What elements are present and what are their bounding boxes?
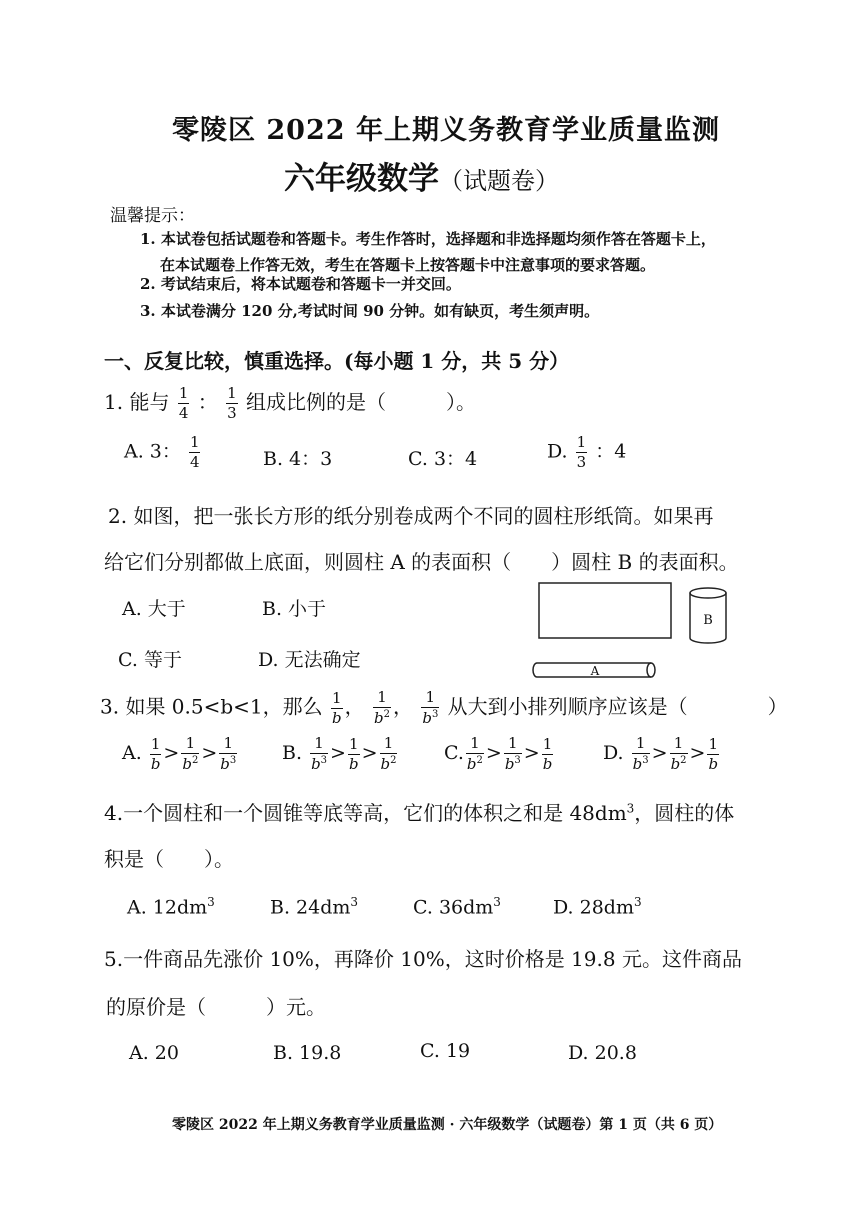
q4-opt-b-sup: 3 [350,895,359,909]
cylinder-b [690,588,726,643]
q1-opt-d-fraction [576,435,588,470]
q3-opt-label: D. [603,742,624,764]
tip-1-cont: 在本试题卷上作答无效，考生在答题卡上按答题卡中注意事项的要求答题。 [160,256,656,274]
q3-var: b [182,755,192,773]
q1-prefix: 1. 能与 [104,390,170,414]
q3-exp: 3 [431,709,439,720]
q3-var: b [632,755,643,773]
q3-frac-1b [331,688,343,727]
q3-gt: > [651,742,668,764]
q3-d-f1 [632,736,650,772]
question-2-line-1: 2. 如图，把一张长方形的纸分别卷成两个不同的圆柱形纸筒。如果再 [108,504,714,528]
q3-gt: > [689,742,706,764]
q3-num: 1 [349,734,359,753]
q3-d-f3 [707,734,719,773]
q3-opt-label: B. [282,742,303,764]
q3-b-f1 [310,736,328,772]
q4-line1-sup: 3 [626,801,635,816]
q3-num: 1 [470,734,480,752]
subject-title [284,153,559,198]
q2-option-c: C. 等于 [118,649,182,671]
q3-frac-1b2 [373,690,391,726]
q3-gt: > [163,742,180,764]
q3-var: b [373,709,384,727]
question-4-line-2: 积是（ ）。 [104,847,234,871]
paper-rectangle [539,583,671,638]
q3-num: 1 [542,734,553,753]
q3-exp: 3 [229,755,237,766]
q3-var: b [504,755,515,773]
q3-sep: ， [392,694,413,719]
q3-exp: 2 [680,755,687,766]
q3-opt-label: C. [444,742,464,764]
q3-a-f1 [150,734,162,773]
q3-b-f3 [380,736,398,772]
q3-c-f1 [466,736,484,772]
question-4-line-1 [104,797,734,826]
q3-gt: > [485,742,502,764]
q4-option-a [127,895,215,918]
q1-f2-den: 3 [227,404,237,422]
q5-option-a: A. 20 [129,1042,179,1064]
q3-c-f3 [542,734,554,773]
q3-num: 1 [150,734,161,753]
q3-den: b [542,754,553,773]
q3-prefix: 3. 如果 0.5<b<1，那么 [100,694,323,719]
q5-option-b: B. 19.8 [273,1042,342,1064]
q3-den: b [348,754,359,773]
exam-title: 零陵区 2022 年上期义务教育学业质量监测 [172,115,720,146]
q4-opt-b-text: B. 24dm [270,896,351,919]
q1-option-d [547,435,626,470]
q4-line1-post: ，圆柱的体 [634,801,735,825]
subject-suffix: （试题卷） [439,167,559,195]
q3-exp: 2 [383,709,390,720]
cylinder-a-label: A [590,664,600,678]
tips-heading: 温馨提示： [110,206,195,226]
q4-opt-a-text: A. 12dm [127,896,208,919]
question-5-line-2: 的原价是（ ）元。 [106,995,326,1019]
q3-num: 1 [635,734,646,752]
q3-exp: 2 [476,755,483,766]
q3-var: b [311,755,321,773]
q3-b-f2 [348,734,360,773]
q1-opt-a-fraction [189,435,201,470]
q4-line1-pre: 4.一个圆柱和一个圆锥等底等高，它们的体积之和是 48dm [104,801,627,825]
q2-option-b: B. 小于 [262,598,327,620]
cylinder-b-label: B [703,613,713,628]
q3-option-b [282,736,399,772]
q3-a-f3 [219,736,237,772]
tip-2: 2. 考试结束后，将本试题卷和答题卡一并交回。 [140,275,461,293]
q3-option-d [603,736,721,772]
q3-option-a [122,736,239,772]
q3-exp: 2 [191,755,199,766]
q4-opt-c-text: C. 36dm [413,896,494,919]
q1-colon: ： [197,390,218,414]
tip-3: 3. 本试卷满分 120 分,考试时间 90 分钟。如有缺页，考生须声明。 [140,302,600,320]
q1-option-b: B. 4：3 [263,448,333,470]
q3-num: 1 [383,734,394,752]
q1-opt-a-den: 4 [189,453,200,471]
q4-option-b [270,895,358,918]
q3-var: b [466,755,477,773]
q3-gt: > [361,742,378,764]
q3-gt: > [523,742,540,764]
q4-opt-d-text: D. 28dm [553,896,634,919]
question-5-line-1: 5.一件商品先涨价 10%，再降价 10%，这时价格是 19.8 元。这件商品 [104,947,742,971]
q3-d-f2 [670,736,688,772]
question-2-line-2: 给它们分别都做上底面，则圆柱 A 的表面积（ ）圆柱 B 的表面积。 [104,550,739,574]
q1-option-a [124,435,202,470]
q3-frac-1b3 [421,690,439,726]
q3-var: b [380,755,391,773]
subject-name: 六年级数学 [284,161,439,197]
q1-opt-d-label: D. [547,440,568,463]
q3-sep: ， [344,694,365,719]
q3-suffix: 从大到小排列顺序应该是（ ） [447,694,788,719]
q1-f1-num: 1 [178,384,189,402]
q3-num: 1 [673,734,684,752]
q1-opt-d-post: ：4 [595,440,627,463]
q3-exp: 3 [642,755,649,766]
q3-num: 1 [377,688,387,706]
q3-exp: 3 [514,755,521,766]
page-footer: 零陵区 2022 年上期义务教育学业质量监测 · 六年级数学（试题卷）第 1 页（共 6 页） [172,1117,723,1133]
q3-den: b [708,754,719,773]
q3-var: b [220,755,230,773]
q1-fraction-1 [178,386,190,421]
q4-opt-c-sup: 3 [493,895,501,909]
q3-var: b [422,709,432,727]
q3-num: 1 [708,734,719,753]
q4-opt-d-sup: 3 [634,895,642,909]
q3-num: 1 [223,734,234,752]
q1-opt-a-text: A. 3： [124,440,181,463]
q4-option-d [553,895,642,918]
q3-num: 1 [332,688,342,707]
question-1 [104,386,476,421]
q3-num: 1 [508,734,518,752]
q5-option-d: D. 20.8 [568,1042,637,1064]
q3-option-c [444,736,555,772]
q3-opt-label: A. [122,742,142,764]
q2-option-d: D. 无法确定 [258,649,361,671]
q3-num: 1 [314,734,324,752]
q3-num: 1 [185,734,196,752]
q1-option-c: C. 3：4 [408,448,478,470]
q3-var: b [670,755,681,773]
q3-exp: 3 [320,755,328,766]
cylinder-a [533,663,655,678]
q3-a-f2 [181,736,199,772]
tip-1: 1. 本试卷包括试题卷和答题卡。考生作答时，选择题和非选择题均须作答在答题卡上， [140,230,716,248]
q4-option-c [413,895,501,918]
question-3 [100,690,788,726]
q2-option-a: A. 大于 [122,598,186,620]
q1-opt-d-num: 1 [576,433,587,451]
q4-opt-a-sup: 3 [207,895,215,909]
q1-f2-num: 1 [227,384,237,402]
q3-exp: 2 [390,755,397,766]
q1-f1-den: 4 [178,404,189,422]
q1-opt-a-num: 1 [189,433,200,451]
q1-fraction-2 [226,386,238,421]
q3-den: b [332,708,342,727]
q1-suffix: 组成比例的是（ ）。 [245,390,476,414]
q1-opt-d-den: 3 [576,453,587,471]
q2-figure [525,575,745,685]
q3-gt: > [330,742,346,764]
q3-c-f2 [504,736,522,772]
q3-gt: > [201,742,218,764]
section-heading: 一、反复比较，慎重选择。(每小题 1 分，共 5 分） [104,349,570,373]
q3-den: b [150,754,161,773]
q3-num: 1 [425,688,436,706]
q5-option-c: C. 19 [420,1040,471,1062]
